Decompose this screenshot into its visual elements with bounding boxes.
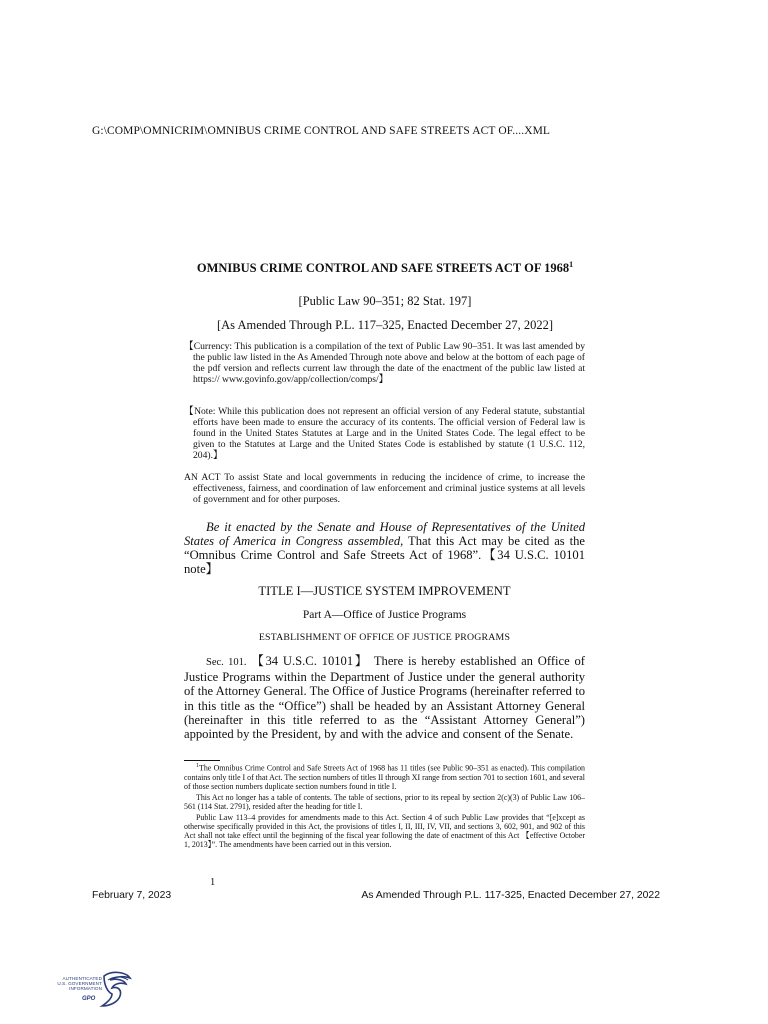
gpo-word: GPO	[82, 996, 96, 1002]
footnotes	[184, 762, 585, 851]
enacting-clause-rest: That this Act may be cited as the “Omnibus Crime Control and Safe Streets Act of 1968”.【34 U.S.C. 10101 note】	[184, 534, 585, 576]
section-label: Sec. 101.	[206, 657, 247, 668]
file-path-header: G:\COMP\OMNICRIM\OMNIBUS CRIME CONTROL AND SAFE STREETS ACT OF....XML	[92, 125, 551, 137]
section-text: 【34 U.S.C. 10101】 There is hereby established an Office of Justice Programs within the Department of Justice under the general authority of the Attorney General. The Office of Justice Programs (hereinafter referred to in this title as the “Office”) shall be headed by an Assistant Attorney General (hereinafter in this title referred to as the “Assistant Attorney General”) appointed by the President, by and with the advice and consent of the Senate.	[184, 654, 585, 742]
an-act-purpose	[184, 472, 585, 505]
currency-note	[184, 341, 585, 385]
footer-date: February 7, 2023	[92, 890, 172, 901]
gpo-logo-text	[44, 976, 102, 992]
document-title	[180, 258, 590, 275]
public-law-citation: [Public Law 90–351; 82 Stat. 197]	[298, 294, 472, 308]
amended-through-line: [As Amended Through P.L. 117–325, Enacted December 27, 2022]	[216, 318, 554, 332]
official-note-text: 【Note: While this publication does not represent an official version of any Federal statute, substantial efforts have been made to ensure the accuracy of its contents. The official version of Federal law is found in the United States Statutes at Large and in the United States Code. The legal effect to be given to the Statutes at Large and the United States Code is established by statute (1 U.S.C. 112, 204).】	[184, 406, 585, 461]
gpo-line-1: AUTHENTICATED	[62, 976, 102, 981]
enacting-clause	[184, 520, 585, 576]
title-text: OMNIBUS CRIME CONTROL AND SAFE STREETS ACT OF 1968	[196, 261, 570, 276]
section-heading: ESTABLISHMENT OF OFFICE OF JUSTICE PROGRAMS	[258, 632, 511, 643]
title-footnote-mark: 1	[569, 260, 574, 269]
title-heading: TITLE I—JUSTICE SYSTEM IMPROVEMENT	[258, 584, 511, 598]
section-101	[184, 654, 585, 741]
footnote-3: Public Law 113–4 provides for amendments made to this Act. Section 4 of such Public Law provides that “[e]xcept as otherwise specifically provided in this Act, the provisions of titles I, II, III, IV, VII, and sections 3, 602, 901, and 902 of this Act shall not take effect until the beginning of the fiscal year following the date of enactment of this Act 【effective October 1, 2013】”. The amendments have been carried out in this version.	[184, 813, 585, 850]
footnote-2: This Act no longer has a table of contents. The table of sections, prior to its repeal by section 2(c)(3) of Public Law 106–561 (114 Stat. 2791), resided after the heading for title I.	[184, 792, 585, 811]
footnote-1	[184, 762, 585, 791]
enacting-clause-italic: Be it enacted by the Senate and House of Representatives of the United States of America in Congress assembled,	[184, 520, 585, 548]
footnote-1-mark: 1	[196, 763, 199, 769]
gpo-line-3: INFORMATION	[69, 986, 102, 992]
gpo-authentication-logo	[44, 968, 134, 1018]
currency-note-text: 【Currency: This publication is a compilation of the text of Public Law 90–351. It was last amended by the public law listed in the As Amended Through note above and below at the bottom of each page of the pdf version and reflects current law through the date of the enactment of the public law listed at https:// www.govinfo.gov/app/collection/comps/】	[184, 341, 585, 385]
part-heading: Part A—Office of Justice Programs	[302, 609, 467, 621]
footnote-divider	[184, 760, 220, 761]
official-version-note	[184, 406, 585, 461]
page-number: 1	[210, 877, 216, 888]
gpo-line-2: U.S. GOVERNMENT	[57, 981, 102, 987]
an-act-text: AN ACT To assist State and local governments in reducing the incidence of crime, to increase the effectiveness, fairness, and coordination of law enforcement and criminal justice systems at all levels of government and for other purposes.	[184, 472, 585, 505]
gpo-eagle-icon	[98, 970, 134, 1010]
footnote-1-text: The Omnibus Crime Control and Safe Streets Act of 1968 has 11 titles (see Public 90–351 as enacted). This compilation contains only title I of that Act. The section numbers of titles II through XI range from section 701 to section 1601, and several of those section numbers duplicate section numbers found in title I.	[184, 763, 585, 791]
footer-amended-note: As Amended Through P.L. 117-325, Enacted December 27, 2022	[361, 890, 660, 901]
